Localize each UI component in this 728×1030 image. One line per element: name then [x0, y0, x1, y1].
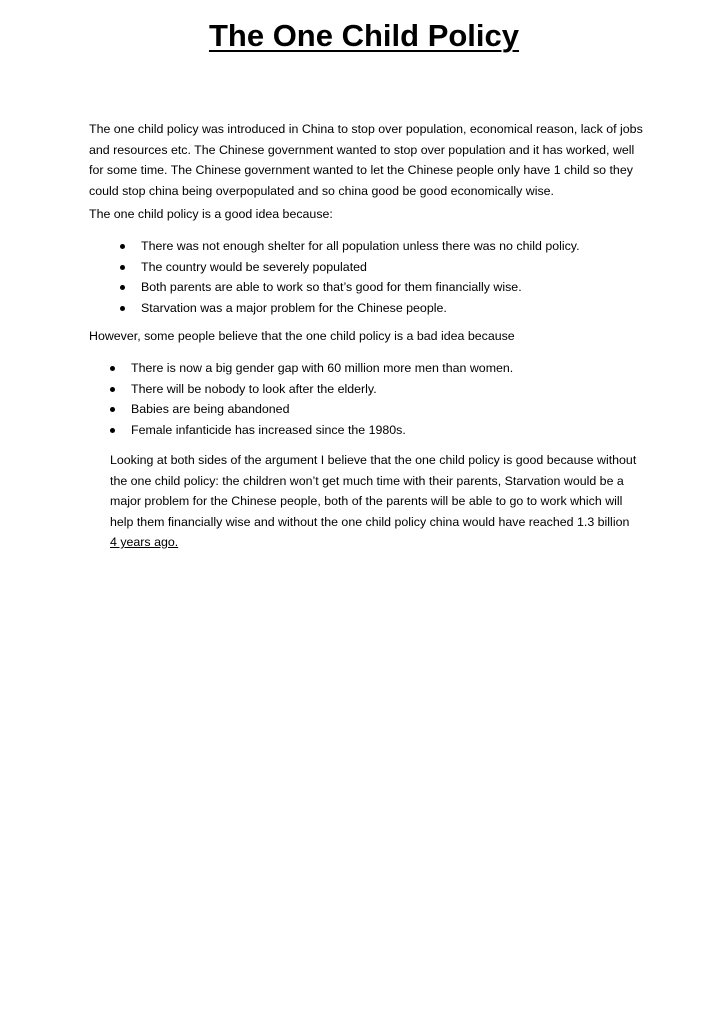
bad-reasons-list	[131, 358, 513, 440]
bad-idea-heading: However, some people believe that the one child policy is a bad idea because	[89, 329, 515, 343]
list-item-text: Both parents are able to work so that’s good for them financially wise.	[141, 280, 522, 294]
page-title	[0, 14, 728, 58]
conclusion-tail-underlined: 4 years ago.	[110, 535, 179, 549]
good-reasons-list	[141, 236, 580, 318]
bullet-icon	[120, 244, 125, 249]
list-item	[131, 358, 513, 379]
list-item	[141, 277, 580, 298]
page-title-text: The One Child Policy	[208, 18, 520, 53]
conclusion-paragraph	[110, 450, 640, 553]
list-item-text: Starvation was a major problem for the Chinese people.	[141, 300, 447, 315]
list-item	[141, 236, 580, 257]
bullet-icon	[120, 306, 125, 311]
intro-paragraph: The one child policy was introduced in China to stop over population, economical reason, lack of jobs and resources etc. The Chinese government wanted to stop over population and it has worked, well for some time. The Chinese government wanted to let the Chinese people only have 1 child so they could stop china being overpopulated and so china good be good economically wise.	[89, 122, 643, 198]
list-item-text: Female infanticide has increased since the 1980s.	[131, 422, 406, 437]
list-item-text: There was not enough shelter for all population unless there was no child policy.	[141, 239, 580, 253]
list-item-text: There will be nobody to look after the elderly.	[131, 381, 377, 396]
list-item	[131, 399, 513, 420]
list-item	[141, 257, 580, 278]
list-item-text: The country would be severely populated	[141, 259, 367, 274]
list-item-text: There is now a big gender gap with 60 million more men than women.	[131, 361, 514, 375]
bullet-icon	[110, 428, 115, 433]
bullet-icon	[110, 366, 115, 371]
bullet-icon	[110, 407, 115, 412]
list-item	[131, 420, 513, 441]
conclusion-text: Looking at both sides of the argument I believe that the one child policy is good because without the one child policy: the children won’t get much time with their parents, Starvation would be a major problem for the Chinese people, both of the parents will be able to go to work which will help them financially wise and without the one child policy china would have reached 1.3 billion	[110, 453, 637, 529]
bullet-icon	[110, 387, 115, 392]
list-item-text: Babies are being abandoned	[131, 402, 290, 416]
bullet-icon	[120, 285, 125, 290]
good-idea-heading: The one child policy is a good idea because:	[89, 207, 333, 221]
list-item	[131, 379, 513, 400]
list-item	[141, 298, 580, 319]
bullet-icon	[120, 265, 125, 270]
